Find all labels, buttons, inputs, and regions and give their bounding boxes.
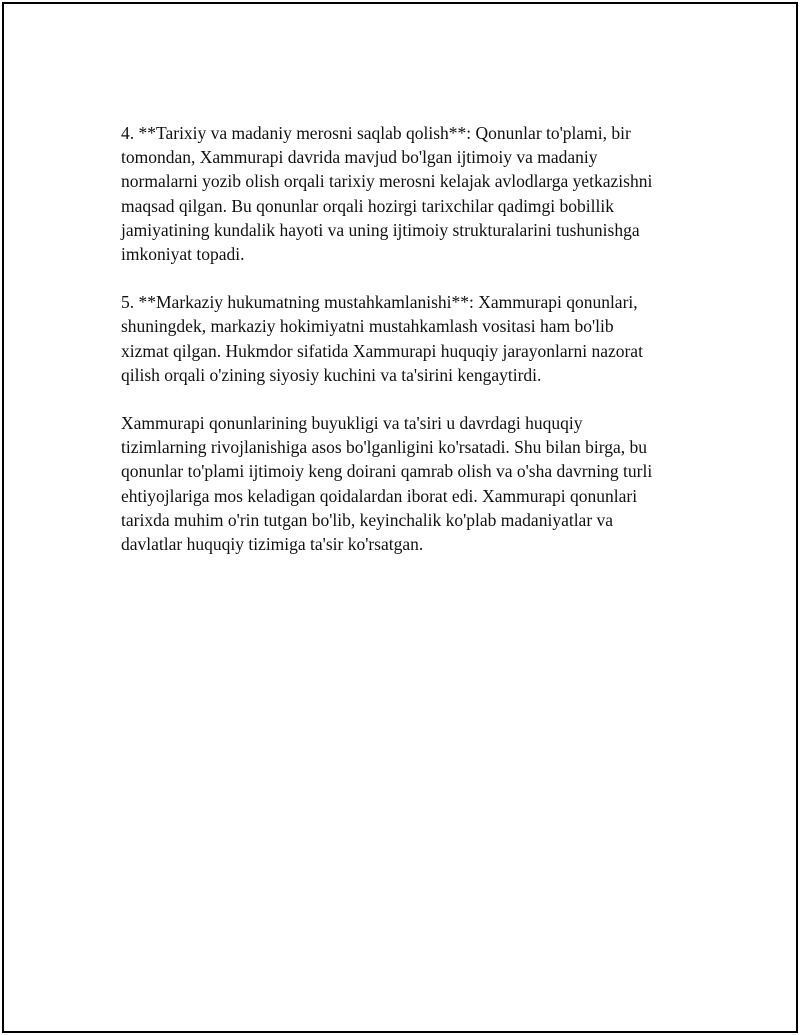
- paragraph-conclusion: Xammurapi qonunlarining buyukligi va ta'siri u davrdagi huquqiy tizimlarning rivojlanishiga asos bo'lganligini ko'rsatadi. Shu bilan birga, bu qonunlar to'plami ijtimoiy keng doirani qamrab olish va o'sha davrning turli ehtiyojlariga mos keladigan qoidalardan iborat edi. Xammurapi qonunlari tarixda muhim o'rin tutgan bo'lib, keyinchalik ko'plab madaniyatlar va davlatlar huquqiy tizimiga ta'sir ko'rsatgan.: [121, 413, 653, 555]
- document-body: [121, 121, 691, 580]
- document-page: [2, 2, 798, 1033]
- paragraph-item-5: 5. **Markaziy hukumatning mustahkamlanishi**: Xammurapi qonunlari, shuningdek, markaziy hokimiyatni mustahkamlash vositasi ham bo'lib xizmat qilgan. Hukmdor sifatida Xammurapi huquqiy jarayonlarni nazorat qilish orqali o'zining siyosiy kuchini va ta'sirini kengaytirdi.: [121, 292, 643, 385]
- paragraph-item-4: 4. **Tarixiy va madaniy merosni saqlab qolish**: Qonunlar to'plami, bir tomondan, Xammurapi davrida mavjud bo'lgan ijtimoiy va madaniy normalarni yozib olish orqali tarixiy merosni kelajak avlodlarga yetkazishni maqsad qilgan. Bu qonunlar orqali hozirgi tarixchilar qadimgi bobillik jamiyatining kundalik hayoti va uning ijtimoiy strukturalarini tushunishga imkoniyat topadi.: [121, 123, 653, 265]
